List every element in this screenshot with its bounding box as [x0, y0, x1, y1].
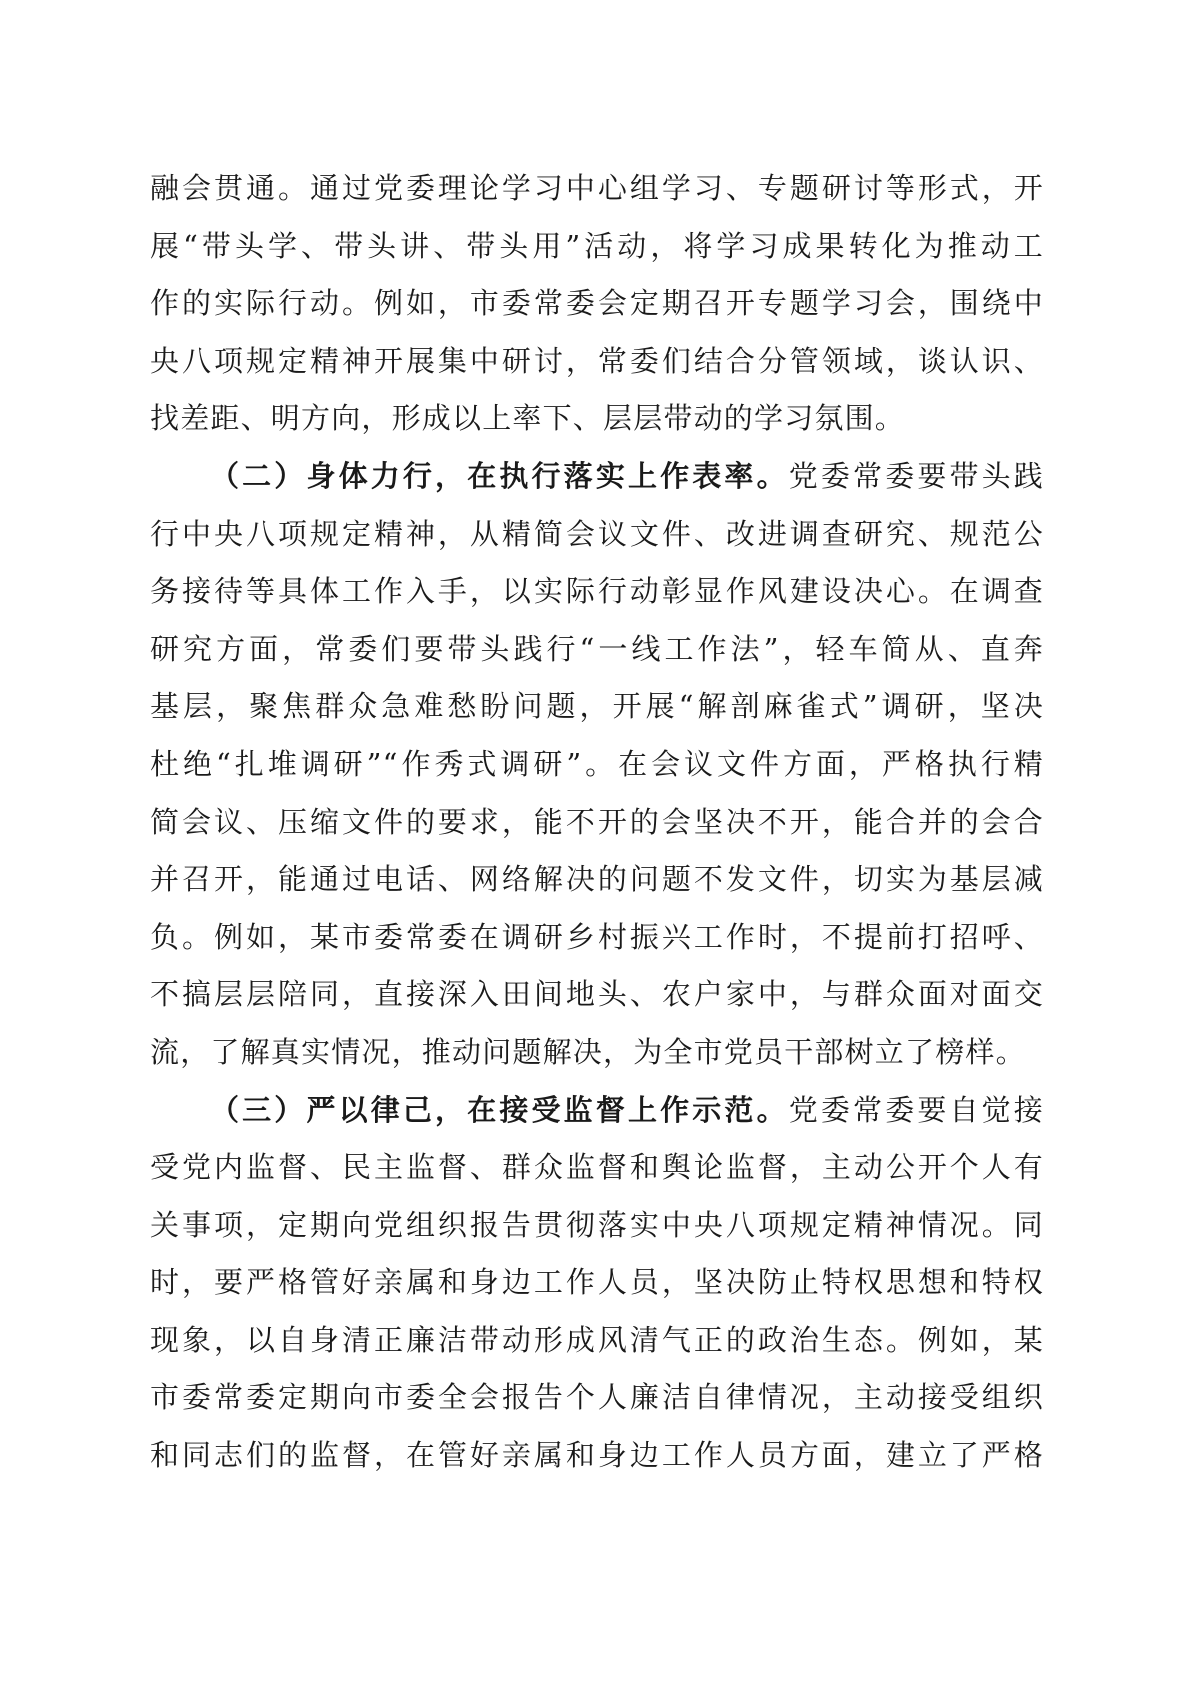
section-heading-line — [150, 1082, 1044, 1140]
body-line: 受党内监督、民主监督、群众监督和舆论监督，主动公开个人有 — [150, 1150, 1044, 1185]
body-line: 不搞层层陪同，直接深入田间地头、农户家中，与群众面对面交 — [150, 977, 1044, 1012]
body-line: 杜绝“扎堆调研”“作秀式调研”。在会议文件方面，严格执行精 — [150, 746, 1044, 781]
section-heading-line — [150, 448, 1044, 506]
body-line: 融会贯通。通过党委理论学习中心组学习、专题研讨等形式，开 — [150, 171, 1044, 205]
body-line: 和同志们的监督，在管好亲属和身边工作人员方面，建立了严格 — [150, 1438, 1044, 1473]
body-line: 基层，聚焦群众急难愁盼问题，开展“解剖麻雀式”调研，坚决 — [150, 689, 1044, 724]
body-line: 市委常委定期向市委全会报告个人廉洁自律情况，主动接受组织 — [150, 1380, 1044, 1415]
section-heading-2: （二）身体力行，在执行落实上作表率。 — [210, 458, 789, 493]
body-line: 现象，以自身清正廉洁带动形成风清气正的政治生态。例如，某 — [150, 1322, 1044, 1357]
section-heading-3: （三）严以律己，在接受监督上作示范。 — [210, 1092, 789, 1127]
body-line: 行中央八项规定精神，从精简会议文件、改进调查研究、规范公 — [150, 516, 1044, 551]
body-line: 研究方面，常委们要带头践行“一线工作法”，轻车简从、直奔 — [150, 631, 1044, 666]
section-heading-3-continuation: 党委常委要自觉接 — [788, 1092, 1044, 1127]
body-line: 务接待等具体工作入手，以实际行动彰显作风建设决心。在调查 — [150, 574, 1044, 609]
body-line: 关事项，定期向党组织报告贯彻落实中央八项规定精神情况。同 — [150, 1207, 1044, 1242]
document-body — [150, 160, 1044, 1485]
body-line: 负。例如，某市委常委在调研乡村振兴工作时，不提前打招呼、 — [150, 919, 1044, 954]
body-line: 找差距、明方向，形成以上率下、层层带动的学习氛围。 — [150, 401, 906, 436]
body-line: 作的实际行动。例如，市委常委会定期召开专题学习会，围绕中 — [150, 286, 1044, 321]
body-line: 流，了解真实情况，推动问题解决，为全市党员干部树立了榜样。 — [150, 1034, 1026, 1069]
section-heading-2-continuation: 党委常委要带头践 — [788, 458, 1044, 493]
body-line: 央八项规定精神开展集中研讨，常委们结合分管领域，谈认识、 — [150, 343, 1044, 378]
body-line: 简会议、压缩文件的要求，能不开的会坚决不开，能合并的会合 — [150, 804, 1044, 839]
body-line: 展“带头学、带头讲、带头用”活动，将学习成果转化为推动工 — [150, 228, 1044, 263]
body-line: 时，要严格管好亲属和身边工作人员，坚决防止特权思想和特权 — [150, 1265, 1044, 1300]
body-line: 并召开，能通过电话、网络解决的问题不发文件，切实为基层减 — [150, 862, 1044, 897]
